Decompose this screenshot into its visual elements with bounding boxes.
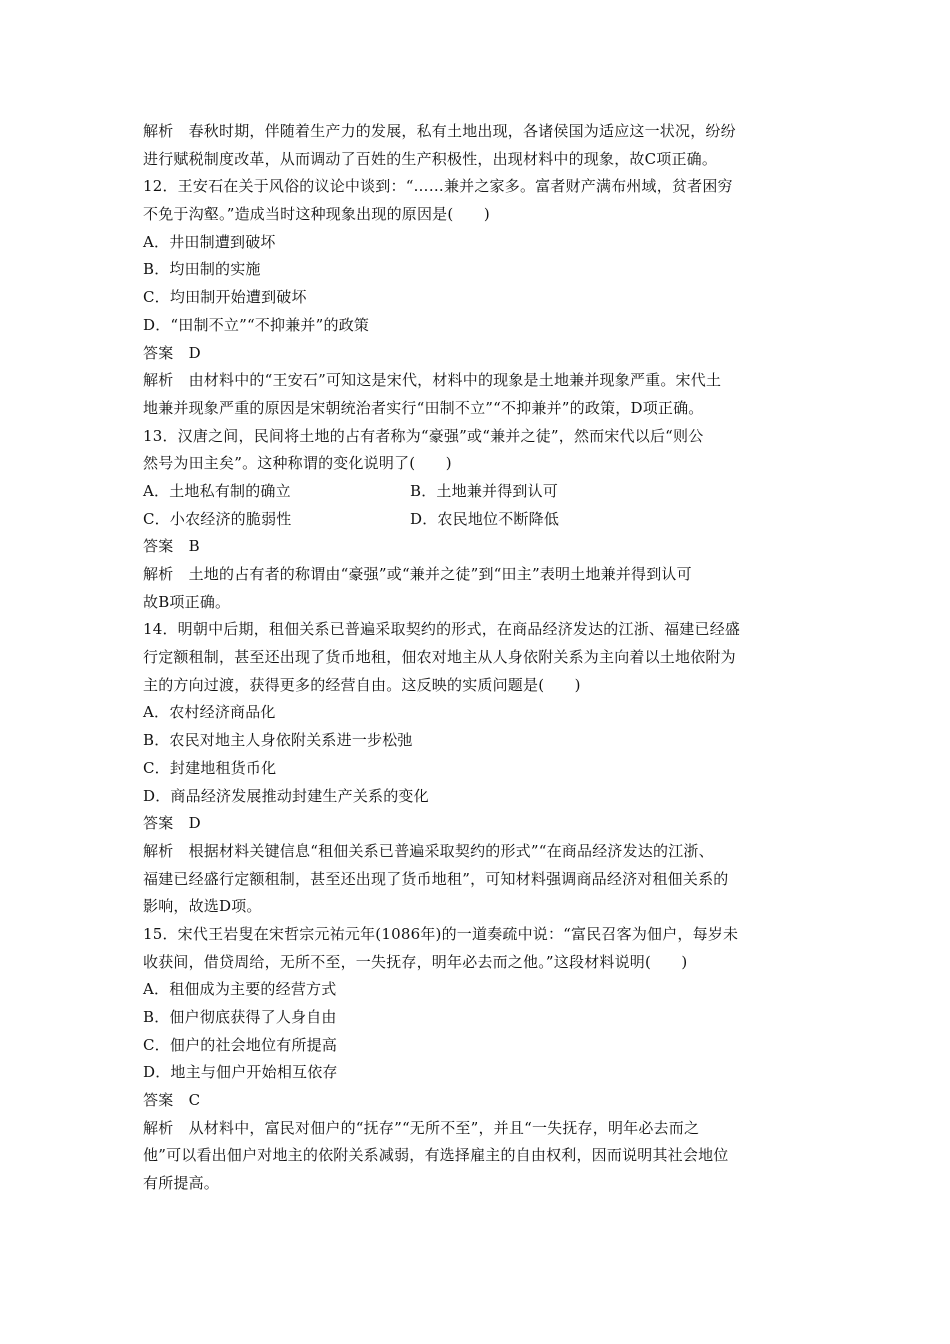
question-13-stem: 13．汉唐之间，民间将土地的占有者称为“豪强”或“兼并之徒”，然而宋代以后“则公 <box>143 426 704 445</box>
question-15-analysis: 有所提高。 <box>143 1174 220 1193</box>
question-12-stem: 12．王安石在关于风俗的议论中谈到：“……兼并之家多。富者财产满布州域，贫者困穷 <box>143 177 733 196</box>
question-13-option-a: A．土地私有制的确立 <box>143 481 291 500</box>
question-14-analysis: 影响，故选D项。 <box>143 897 262 916</box>
question-12-option-c: C．均田制开始遭到破坏 <box>143 288 307 307</box>
question-12-stem: 不免于沟壑。”造成当时这种现象出现的原因是( ) <box>143 205 490 224</box>
question-15-analysis: 他”可以看出佃户对地主的依附关系减弱，有选择雇主的自由权利，因而说明其社会地位 <box>143 1146 729 1165</box>
question-13-analysis: 故B项正确。 <box>143 592 231 611</box>
question-14-stem: 主的方向过渡，获得更多的经营自由。这反映的实质问题是( ) <box>143 675 581 694</box>
question-12-analysis: 解析 由材料中的“王安石”可知这是宋代，材料中的现象是土地兼并现象严重。宋代土 <box>143 371 722 390</box>
question-15-option-c: C．佃户的社会地位有所提高 <box>143 1035 338 1054</box>
question-13-option-c: C．小农经济的脆弱性 <box>143 509 292 528</box>
question-13-analysis: 解析 土地的占有者的称谓由“豪强”或“兼并之徒”到“田主”表明土地兼并得到认可 <box>143 565 692 583</box>
question-13-options-row <box>143 478 813 506</box>
question-13-answer: 答案 B <box>143 537 200 556</box>
question-15-stem: 15．宋代王岩叟在宋哲宗元祐元年(1086年)的一道奏疏中说：“富民召客为佃户，每岁未 <box>143 924 739 943</box>
question-14-stem: 行定额租制，甚至还出现了货币地租，佃农对地主从人身依附关系为主向着以土地依附为 <box>143 648 736 667</box>
question-12-analysis: 地兼并现象严重的原因是宋朝统治者实行“田制不立”“不抑兼并”的政策，D项正确。 <box>143 398 704 417</box>
question-15-option-a: A．租佃成为主要的经营方式 <box>143 980 337 999</box>
question-14-option-c: C．封建地租货币化 <box>143 758 277 777</box>
question-12-option-d: D．“田制不立”“不抑兼并”的政策 <box>143 315 370 334</box>
question-15-analysis: 解析 从材料中，富民对佃户的“抚存”“无所不至”，并且“一失抚存，明年必去而之 <box>143 1118 700 1137</box>
question-13-stem: 然号为田主矣”。这种称谓的变化说明了( ) <box>143 454 452 473</box>
text-line: 解析 春秋时期，伴随着生产力的发展，私有土地出现，各诸侯国为适应这一状况，纷纷 <box>143 122 736 140</box>
question-14-option-b: B．农民对地主人身依附关系进一步松弛 <box>143 731 413 750</box>
question-12-answer: 答案 D <box>143 343 201 362</box>
question-14-stem: 14．明朝中后期，租佃关系已普遍采取契约的形式，在商品经济发达的江浙、福建已经盛 <box>143 620 741 639</box>
question-15-answer: 答案 C <box>143 1091 201 1110</box>
question-15-stem: 收获间，借贷周给，无所不至，一失抚存，明年必去而之他。”这段材料说明( ) <box>143 952 688 971</box>
question-15-option-b: B．佃户彻底获得了人身自由 <box>143 1008 337 1026</box>
question-14-option-d: D．商品经济发展推动封建生产关系的变化 <box>143 786 429 805</box>
question-13-options-row <box>143 506 813 534</box>
document-body <box>143 118 813 1198</box>
text-line: 进行赋税制度改革，从而调动了百姓的生产积极性，出现材料中的现象，故C项正确。 <box>143 149 718 168</box>
question-12-option-b: B．均田制的实施 <box>143 260 261 279</box>
question-14-analysis: 解析 根据材料关键信息“租佃关系已普遍采取契约的形式”“在商品经济发达的江浙、 <box>143 841 714 860</box>
question-14-answer: 答案 D <box>143 814 201 833</box>
question-13-option-d: D．农民地位不断降低 <box>410 509 560 528</box>
question-15-option-d: D．地主与佃户开始相互依存 <box>143 1063 338 1082</box>
question-14-option-a: A．农村经济商品化 <box>143 703 276 722</box>
question-13-option-b: B．土地兼并得到认可 <box>410 481 559 500</box>
question-14-analysis: 福建已经盛行定额租制，甚至还出现了货币地租”，可知材料强调商品经济对租佃关系的 <box>143 869 729 888</box>
question-12-option-a: A．井田制遭到破坏 <box>143 232 276 251</box>
